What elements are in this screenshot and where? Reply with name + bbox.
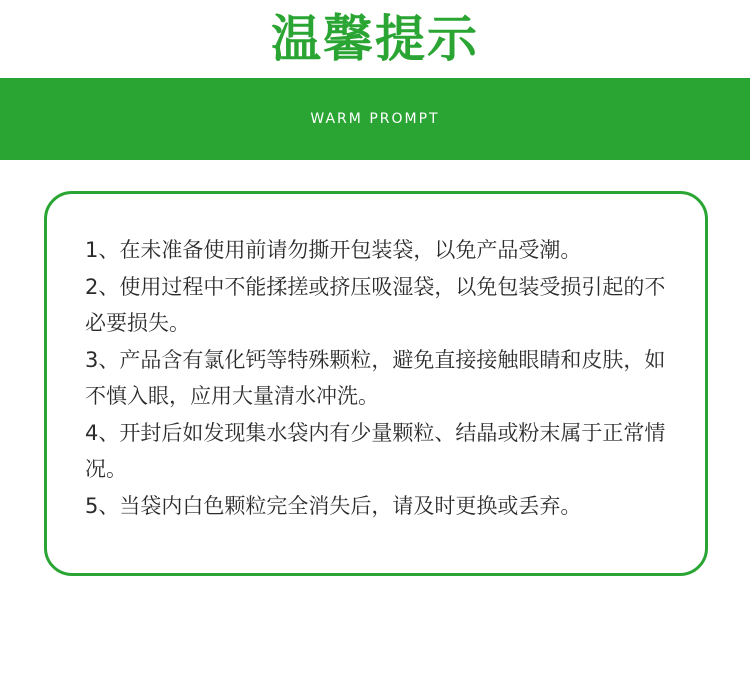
tips-list — [85, 232, 675, 524]
tips-card — [44, 191, 708, 576]
tip-item-2: 2、使用过程中不能揉搓或挤压吸湿袋，以免包装受损引起的不必要损失。 — [85, 274, 666, 335]
tip-item-1: 1、在未准备使用前请勿撕开包装袋，以免产品受潮。 — [85, 238, 582, 262]
header-subtitle: WARM PROMPT — [310, 111, 440, 127]
tip-item-5: 5、当袋内白色颗粒完全消失后，请及时更换或丢弃。 — [85, 493, 582, 518]
tip-item-3: 3、产品含有氯化钙等特殊颗粒，避免直接接触眼睛和皮肤，如不慎入眼，应用大量清水冲洗。 — [85, 347, 666, 408]
tip-item-4: 4、开封后如发现集水袋内有少量颗粒、结晶或粉末属于正常情况。 — [85, 420, 666, 481]
header-band — [0, 78, 750, 160]
page-title: 温馨提示 — [271, 10, 479, 68]
